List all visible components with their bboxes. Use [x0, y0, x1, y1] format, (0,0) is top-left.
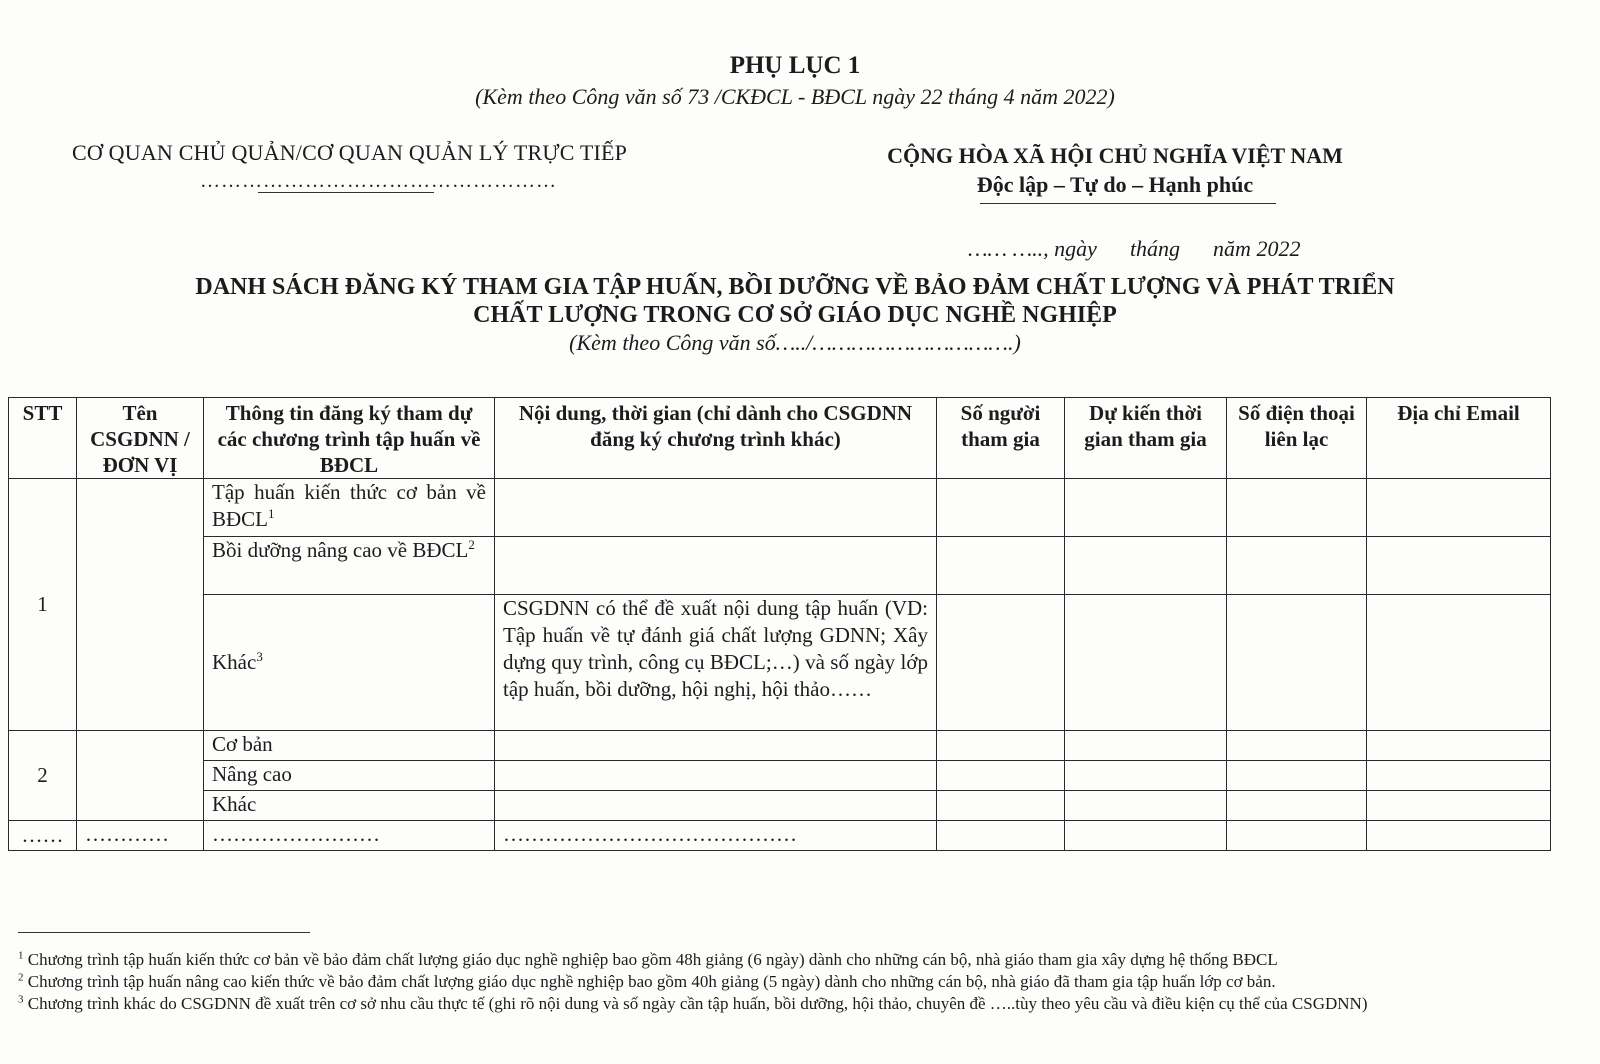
content-cell	[495, 537, 937, 595]
participants-cell	[937, 537, 1065, 595]
expected-time-cell	[1065, 537, 1227, 595]
program-cell	[204, 537, 495, 595]
program-label: Tập huấn kiến thức cơ bản về BĐCL	[212, 480, 486, 531]
program-label: Khác	[212, 650, 257, 674]
expected-time-cell	[1065, 595, 1227, 731]
phone-cell	[1227, 479, 1367, 537]
expected-time-cell	[1065, 761, 1227, 791]
unit-cell: …………	[77, 821, 204, 851]
unit-cell	[77, 731, 204, 821]
stt-cell: 2	[9, 731, 77, 821]
footnote-text: Chương trình tập huấn nâng cao kiến thức về bảo đảm chất lượng giáo dục nghề nghiệp bao gồm 40h giảng (5 ngày) dành cho những cán bộ, nhà giáo đã tham gia tập huấn lớp cơ bản.	[27, 972, 1276, 991]
participants-cell	[937, 479, 1065, 537]
table-row	[9, 821, 1551, 851]
participants-cell	[937, 761, 1065, 791]
content-cell: ……………………………………	[495, 821, 937, 851]
email-cell	[1367, 537, 1551, 595]
participants-cell	[937, 791, 1065, 821]
list-title-line-2: CHẤT LƯỢNG TRONG CƠ SỞ GIÁO DỤC NGHỀ NGHIỆP	[473, 302, 1117, 328]
motto-underline	[980, 203, 1276, 204]
stt-cell: 1	[9, 479, 77, 731]
table-row	[9, 537, 1551, 595]
header-phone: Số điện thoại liên lạc	[1227, 398, 1367, 479]
participants-cell	[937, 595, 1065, 731]
unit-cell	[77, 479, 204, 731]
participants-cell	[937, 821, 1065, 851]
phone-cell	[1227, 761, 1367, 791]
content-cell	[495, 791, 937, 821]
program-cell: Cơ bản	[204, 731, 495, 761]
footnote-separator	[18, 932, 310, 933]
program-cell: Khác	[204, 791, 495, 821]
registration-table	[8, 397, 1551, 851]
program-cell: ……………………	[204, 821, 495, 851]
header-program-info: Thông tin đăng ký tham dự các chương trình tập huấn về BĐCL	[204, 398, 495, 479]
footnote-ref: 2	[468, 537, 475, 552]
table-row	[9, 595, 1551, 731]
stt-cell: ……	[9, 821, 77, 851]
header-email: Địa chỉ Email	[1367, 398, 1551, 479]
table-row	[9, 761, 1551, 791]
expected-time-cell	[1065, 821, 1227, 851]
email-cell	[1367, 479, 1551, 537]
footnote-ref: 1	[268, 506, 275, 521]
phone-cell	[1227, 791, 1367, 821]
phone-cell	[1227, 731, 1367, 761]
content-cell	[495, 761, 937, 791]
list-reference: (Kèm theo Công văn số…../………………………….)	[569, 330, 1021, 355]
content-cell	[495, 731, 937, 761]
email-cell	[1367, 731, 1551, 761]
list-title-line-1: DANH SÁCH ĐĂNG KÝ THAM GIA TẬP HUẤN, BỒI DƯỠNG VỀ BẢO ĐẢM CHẤT LƯỢNG VÀ PHÁT TRIỂN	[195, 274, 1395, 300]
phone-cell	[1227, 595, 1367, 731]
footnote	[18, 994, 1578, 1013]
table-header-row	[9, 398, 1551, 479]
program-cell	[204, 595, 495, 731]
agency-label: CƠ QUAN CHỦ QUẢN/CƠ QUAN QUẢN LÝ TRỰC TIẾP	[72, 140, 628, 165]
program-cell	[204, 479, 495, 537]
table-row	[9, 791, 1551, 821]
participants-cell	[937, 731, 1065, 761]
footnote	[18, 950, 1578, 969]
footnote-mark: 3	[18, 993, 24, 1006]
header-stt: STT	[9, 398, 77, 479]
header-participants: Số người tham gia	[937, 398, 1065, 479]
republic-name: CỘNG HÒA XÃ HỘI CHỦ NGHĨA VIỆT NAM	[887, 143, 1343, 168]
date-line: …… ….., ngày tháng năm 2022	[968, 236, 1301, 261]
footnote-mark: 2	[18, 971, 24, 984]
header-unit-name: Tên CSGDNN /ĐƠN VỊ	[77, 398, 204, 479]
email-cell	[1367, 791, 1551, 821]
email-cell	[1367, 761, 1551, 791]
agency-underline	[258, 192, 434, 193]
program-label: Bồi dưỡng nâng cao về BĐCL	[212, 538, 469, 562]
expected-time-cell	[1065, 731, 1227, 761]
footnote-text: Chương trình khác do CSGDNN đề xuất trên cơ sở nhu cầu thực tế (ghi rõ nội dung và số ngày cần tập huấn, bồi dưỡng, hội thảo, chuyên đề …..tùy theo yêu cầu và điều kiện cụ thể của CSGDNN)	[27, 994, 1368, 1013]
phone-cell	[1227, 537, 1367, 595]
footnote-mark: 1	[18, 949, 24, 962]
content-cell: CSGDNN có thể đề xuất nội dung tập huấn (VD: Tập huấn về tự đánh giá chất lượng GDNN; Xây dựng quy trình, công cụ BĐCL;…) và số ngày lớp tập huấn, bồi dưỡng, hội nghị, hội thảo……	[495, 595, 937, 731]
program-cell: Nâng cao	[204, 761, 495, 791]
footnote-text: Chương trình tập huấn kiến thức cơ bản về bảo đảm chất lượng giáo dục nghề nghiệp bao gồm 48h giảng (6 ngày) dành cho những cán bộ, nhà giáo tham gia xây dựng hệ thống BĐCL	[27, 950, 1278, 969]
email-cell	[1367, 595, 1551, 731]
content-cell	[495, 479, 937, 537]
appendix-title: PHỤ LỤC 1	[729, 52, 861, 79]
header-expected-time: Dự kiến thời gian tham gia	[1065, 398, 1227, 479]
header-content-time: Nội dung, thời gian (chỉ dành cho CSGDNN đăng ký chương trình khác)	[495, 398, 937, 479]
footnote-ref: 3	[256, 649, 263, 664]
email-cell	[1367, 821, 1551, 851]
national-motto: Độc lập – Tự do – Hạnh phúc	[976, 172, 1254, 197]
footnote	[18, 972, 1578, 991]
table-row	[9, 479, 1551, 537]
expected-time-cell	[1065, 479, 1227, 537]
expected-time-cell	[1065, 791, 1227, 821]
agency-blank-line: ……………………………………………	[200, 170, 557, 192]
phone-cell	[1227, 821, 1367, 851]
table-row	[9, 731, 1551, 761]
appendix-reference: (Kèm theo Công văn số 73 /CKĐCL - BĐCL ngày 22 tháng 4 năm 2022)	[475, 84, 1115, 109]
